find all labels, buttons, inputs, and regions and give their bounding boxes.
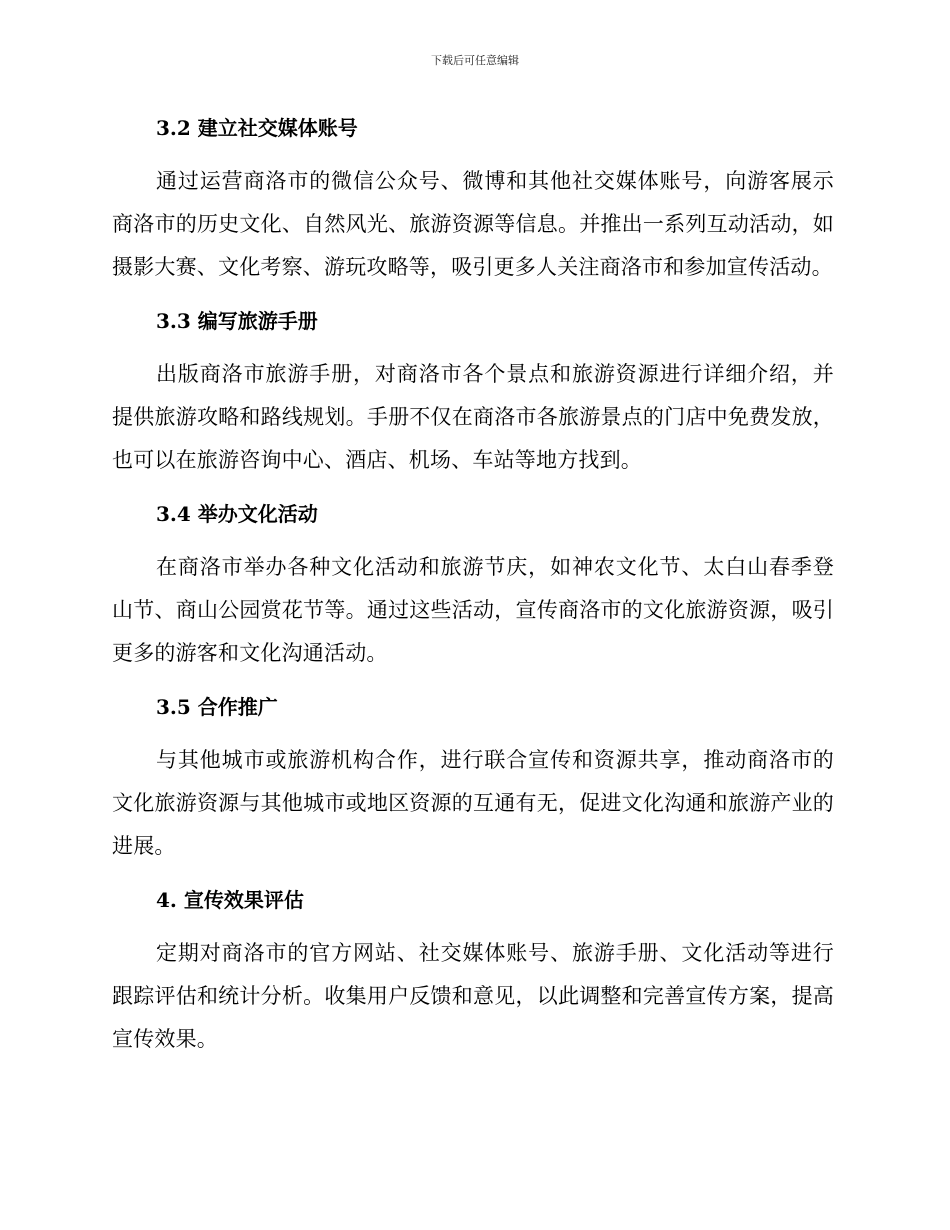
section-paragraph: 通过运营商洛市的微信公众号、微博和其他社交媒体账号，向游客展示商洛市的历史文化、自然风光、旅游资源等信息。并推出一系列互动活动，如摄影大赛、文化考察、游玩攻略等，吸引更多人关注商洛市和参加宣传活动。 <box>112 169 834 279</box>
section-3-4 <box>112 494 834 675</box>
section-4 <box>112 880 834 1061</box>
document-body <box>112 108 834 1073</box>
section-3-5 <box>112 687 834 868</box>
section-paragraph: 在商洛市举办各种文化活动和旅游节庆，如神农文化节、太白山春季登山节、商山公园赏花节等。通过这些活动，宣传商洛市的文化旅游资源，吸引更多的游客和文化沟通活动。 <box>112 555 834 665</box>
section-heading: 4. 宣传效果评估 <box>156 888 304 912</box>
section-3-3 <box>112 301 834 482</box>
header-note: 下载后可任意编辑 <box>431 54 519 67</box>
section-paragraph: 出版商洛市旅游手册，对商洛市各个景点和旅游资源进行详细介绍，并提供旅游攻略和路线规划。手册不仅在商洛市各旅游景点的门店中免费发放，也可以在旅游咨询中心、酒店、机场、车站等地方找到。 <box>112 362 834 472</box>
section-paragraph: 定期对商洛市的官方网站、社交媒体账号、旅游手册、文化活动等进行跟踪评估和统计分析。收集用户反馈和意见，以此调整和完善宣传方案，提高宣传效果。 <box>112 941 834 1051</box>
section-3-2 <box>112 108 834 289</box>
section-paragraph: 与其他城市或旅游机构合作，进行联合宣传和资源共享，推动商洛市的文化旅游资源与其他城市或地区资源的互通有无，促进文化沟通和旅游产业的进展。 <box>112 748 834 858</box>
section-heading: 3.2 建立社交媒体账号 <box>156 116 358 140</box>
section-heading: 3.5 合作推广 <box>156 695 278 719</box>
section-heading: 3.4 举办文化活动 <box>156 502 318 526</box>
section-heading: 3.3 编写旅游手册 <box>156 309 318 333</box>
